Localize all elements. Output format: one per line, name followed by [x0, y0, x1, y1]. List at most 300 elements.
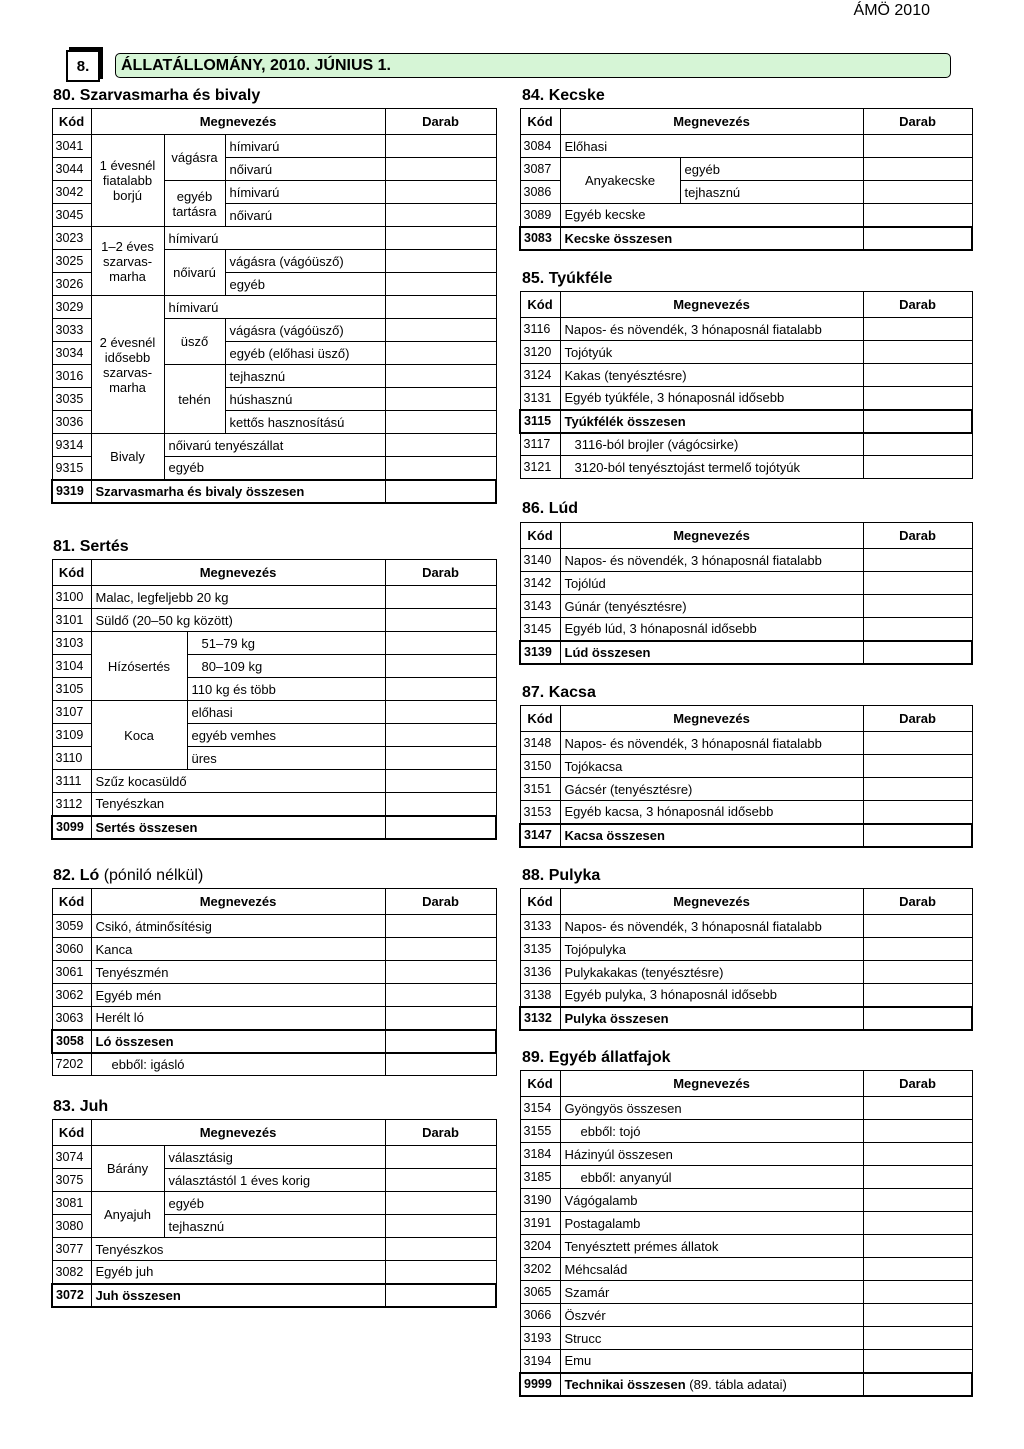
darab-input[interactable] — [385, 701, 496, 724]
table-80-title: 80. Szarvasmarha és bivaly — [53, 87, 261, 104]
row-label: Lúd összesen — [560, 641, 863, 664]
row-code: 3083 — [520, 227, 560, 250]
col-megnevezes: Megnevezés — [91, 889, 385, 915]
col-darab: Darab — [385, 1120, 496, 1146]
table-row — [520, 364, 972, 387]
total-label: Technikai összesen — [564, 1376, 686, 1392]
table-row — [520, 778, 972, 801]
table-row — [520, 1281, 972, 1304]
row-label: tejhasznú — [225, 365, 385, 388]
darab-input[interactable] — [863, 1281, 972, 1304]
col-darab: Darab — [863, 523, 972, 549]
table-row — [520, 1212, 972, 1235]
darab-input[interactable] — [385, 747, 496, 770]
row-code: 3026 — [52, 273, 91, 296]
row-label: ebből: anyanyúl — [560, 1166, 863, 1189]
darab-input[interactable] — [863, 135, 972, 158]
table-row — [520, 915, 972, 938]
row-label: kettős hasznosítású — [225, 411, 385, 434]
row-code: 3124 — [520, 364, 560, 387]
row-label: Tenyészkos — [91, 1238, 385, 1261]
table-row — [520, 938, 972, 961]
row-code: 3099 — [52, 816, 91, 839]
col-darab: Darab — [385, 109, 496, 135]
row-label: Előhasi — [560, 135, 863, 158]
darab-input[interactable] — [863, 755, 972, 778]
row-code: 3041 — [52, 135, 91, 158]
darab-input[interactable] — [863, 549, 972, 572]
row-label: Gúnár (tenyésztésre) — [560, 595, 863, 618]
table-row — [52, 1192, 496, 1215]
darab-input[interactable] — [385, 1261, 496, 1284]
darab-input[interactable] — [863, 984, 972, 1007]
row-code: 3148 — [520, 732, 560, 755]
darab-input[interactable] — [385, 181, 496, 204]
row-label: Egyéb tyúkféle, 3 hónaposnál idősebb — [560, 387, 863, 410]
row-label: nőivarú — [225, 158, 385, 181]
darab-input[interactable] — [385, 342, 496, 365]
row-label: 51–79 kg — [187, 632, 385, 655]
row-label: Szarvasmarha és bivaly összesen — [91, 480, 385, 503]
table-row — [520, 318, 972, 341]
darab-input[interactable] — [385, 1169, 496, 1192]
col-darab: Darab — [863, 1071, 972, 1097]
darab-input[interactable] — [385, 984, 496, 1007]
table-row — [520, 1235, 972, 1258]
group-label: 1 évesnél fiatalabb borjú — [91, 135, 164, 227]
row-code: 3077 — [52, 1238, 91, 1261]
col-kod: Kód — [520, 706, 560, 732]
row-label: Tojólúd — [560, 572, 863, 595]
row-code: 3120 — [520, 341, 560, 364]
row-code: 3135 — [520, 938, 560, 961]
row-code: 3109 — [52, 724, 91, 747]
row-label: Pulyka összesen — [560, 1007, 863, 1030]
row-code: 3142 — [520, 572, 560, 595]
darab-input[interactable] — [385, 365, 496, 388]
row-code: 3184 — [520, 1143, 560, 1166]
total-note: (89. tábla adatai) — [689, 1376, 787, 1392]
row-label: Szamár — [560, 1281, 863, 1304]
darab-input[interactable] — [385, 1030, 496, 1053]
row-label: előhasi — [187, 701, 385, 724]
table-row — [520, 204, 972, 227]
table-row — [520, 572, 972, 595]
darab-input[interactable] — [863, 1097, 972, 1120]
col-darab: Darab — [863, 292, 972, 318]
darab-input[interactable] — [863, 778, 972, 801]
row-code: 9314 — [52, 434, 91, 457]
darab-input[interactable] — [863, 410, 972, 433]
row-code: 9999 — [520, 1373, 560, 1396]
darab-input[interactable] — [863, 1373, 972, 1396]
group-label: tehén — [164, 365, 225, 434]
row-code: 3111 — [52, 770, 91, 793]
total-row — [52, 816, 496, 839]
darab-input[interactable] — [863, 341, 972, 364]
table-row — [520, 1120, 972, 1143]
darab-input[interactable] — [863, 1235, 972, 1258]
group-label: Hízósertés — [91, 632, 187, 701]
row-label: tejhasznú — [164, 1215, 385, 1238]
row-label: Emu — [560, 1350, 863, 1373]
row-label: Vágógalamb — [560, 1189, 863, 1212]
table-86-title: 86. Lúd — [522, 500, 579, 517]
table-row — [52, 609, 496, 632]
table-83-title: 83. Juh — [53, 1098, 109, 1115]
row-label: 3116-ból brojler (vágócsirke) — [560, 433, 863, 456]
darab-input[interactable] — [385, 961, 496, 984]
table-row — [52, 1146, 496, 1169]
row-code: 3075 — [52, 1169, 91, 1192]
table-82-title: 82. Ló (póniló nélkül) — [53, 867, 204, 884]
row-label: Napos- és növendék, 3 hónaposnál fiatalabb — [560, 732, 863, 755]
col-kod: Kód — [52, 1120, 91, 1146]
darab-input[interactable] — [385, 1238, 496, 1261]
table-row — [520, 158, 972, 181]
row-label: nőivarú tenyészállat — [164, 434, 385, 457]
row-code: 3194 — [520, 1350, 560, 1373]
darab-input[interactable] — [385, 1215, 496, 1238]
total-row — [520, 641, 972, 664]
darab-input[interactable] — [863, 824, 972, 847]
row-code: 3023 — [52, 227, 91, 250]
darab-input[interactable] — [385, 480, 496, 503]
darab-input[interactable] — [385, 1192, 496, 1215]
row-label: Egyéb juh — [91, 1261, 385, 1284]
row-label: hímivarú — [164, 296, 385, 319]
table-row — [520, 1258, 972, 1281]
section-number: 8. — [66, 50, 100, 82]
table-row — [520, 984, 972, 1007]
table-row — [52, 1053, 496, 1076]
darab-input[interactable] — [385, 586, 496, 609]
darab-input[interactable] — [863, 1304, 972, 1327]
row-label: Egyéb lúd, 3 hónaposnál idősebb — [560, 618, 863, 641]
row-code: 3191 — [520, 1212, 560, 1235]
darab-input[interactable] — [385, 1053, 496, 1076]
row-label: vágásra (vágóüsző) — [225, 250, 385, 273]
table-83 — [51, 1119, 497, 1308]
row-code: 3025 — [52, 250, 91, 273]
row-label: Postagalamb — [560, 1212, 863, 1235]
row-label: Egyéb mén — [91, 984, 385, 1007]
row-code: 3138 — [520, 984, 560, 1007]
table-row — [52, 938, 496, 961]
darab-input[interactable] — [385, 655, 496, 678]
row-code: 3072 — [52, 1284, 91, 1307]
row-code: 3116 — [520, 318, 560, 341]
row-label: választásig — [164, 1146, 385, 1169]
darab-input[interactable] — [863, 204, 972, 227]
table-row — [52, 770, 496, 793]
row-code: 3101 — [52, 609, 91, 632]
table-87 — [519, 705, 973, 848]
row-code: 3036 — [52, 411, 91, 434]
total-row — [520, 410, 972, 433]
darab-input[interactable] — [863, 915, 972, 938]
table-85-title: 85. Tyúkféle — [522, 270, 613, 287]
row-label: üres — [187, 747, 385, 770]
col-megnevezes: Megnevezés — [560, 706, 863, 732]
row-label: Tojópulyka — [560, 938, 863, 961]
row-label: Egyéb kecske — [560, 204, 863, 227]
row-label: Kanca — [91, 938, 385, 961]
table-89 — [519, 1070, 973, 1397]
row-code: 3035 — [52, 388, 91, 411]
table-row — [52, 586, 496, 609]
row-code: 3136 — [520, 961, 560, 984]
table-row — [520, 1143, 972, 1166]
darab-input[interactable] — [863, 364, 972, 387]
table-87-title: 87. Kacsa — [522, 684, 596, 701]
row-code: 3154 — [520, 1097, 560, 1120]
col-darab: Darab — [385, 560, 496, 586]
col-megnevezes: Megnevezés — [91, 560, 385, 586]
darab-input[interactable] — [863, 227, 972, 250]
table-row — [520, 135, 972, 158]
table-row — [52, 793, 496, 816]
darab-input[interactable] — [863, 961, 972, 984]
col-kod: Kód — [52, 560, 91, 586]
row-code: 3133 — [520, 915, 560, 938]
row-label: hímivarú — [225, 181, 385, 204]
row-label: Tenyészmén — [91, 961, 385, 984]
table-row — [52, 915, 496, 938]
darab-input[interactable] — [863, 1007, 972, 1030]
row-code: 3121 — [520, 456, 560, 479]
total-row — [52, 480, 496, 503]
col-darab: Darab — [863, 889, 972, 915]
darab-input[interactable] — [385, 816, 496, 839]
table-row — [520, 1097, 972, 1120]
group-label: Bárány — [91, 1146, 164, 1192]
row-code: 3110 — [52, 747, 91, 770]
darab-input[interactable] — [863, 181, 972, 204]
col-darab: Darab — [863, 706, 972, 732]
table-row — [520, 549, 972, 572]
row-code: 3058 — [52, 1030, 91, 1053]
darab-input[interactable] — [385, 724, 496, 747]
darab-input[interactable] — [863, 1166, 972, 1189]
darab-input[interactable] — [385, 1284, 496, 1307]
row-code: 3042 — [52, 181, 91, 204]
row-label: Tojókacsa — [560, 755, 863, 778]
darab-input[interactable] — [385, 158, 496, 181]
table-row — [52, 1261, 496, 1284]
table-row — [520, 1350, 972, 1373]
row-label: Pulykakakas (tenyésztésre) — [560, 961, 863, 984]
row-label: választástól 1 éves korig — [164, 1169, 385, 1192]
darab-input[interactable] — [385, 938, 496, 961]
table-row — [520, 732, 972, 755]
row-code: 3107 — [52, 701, 91, 724]
row-code: 3155 — [520, 1120, 560, 1143]
table-row — [520, 1189, 972, 1212]
total-row — [520, 824, 972, 847]
row-code: 3143 — [520, 595, 560, 618]
row-code: 3139 — [520, 641, 560, 664]
row-code: 3115 — [520, 410, 560, 433]
row-code: 3112 — [52, 793, 91, 816]
row-code: 3147 — [520, 824, 560, 847]
darab-input[interactable] — [385, 915, 496, 938]
darab-input[interactable] — [385, 1146, 496, 1169]
row-label: egyéb — [164, 457, 385, 480]
darab-input[interactable] — [385, 296, 496, 319]
form-code: ÁMÖ 2010 — [853, 2, 930, 19]
darab-input[interactable] — [863, 572, 972, 595]
group-label: nőivarú — [164, 250, 225, 296]
darab-input[interactable] — [863, 1327, 972, 1350]
row-label: Méhcsalád — [560, 1258, 863, 1281]
darab-input[interactable] — [863, 801, 972, 824]
table-row — [52, 1238, 496, 1261]
row-code: 3193 — [520, 1327, 560, 1350]
col-darab: Darab — [385, 889, 496, 915]
table-row — [520, 1166, 972, 1189]
row-label: egyéb — [164, 1192, 385, 1215]
table-81-title: 81. Sertés — [53, 538, 129, 555]
darab-input[interactable] — [385, 793, 496, 816]
table-86 — [519, 522, 973, 665]
darab-input[interactable] — [385, 204, 496, 227]
row-code: 3150 — [520, 755, 560, 778]
row-code: 3100 — [52, 586, 91, 609]
row-code: 3060 — [52, 938, 91, 961]
table-row — [52, 227, 496, 250]
darab-input[interactable] — [863, 595, 972, 618]
row-label: Malac, legfeljebb 20 kg — [91, 586, 385, 609]
darab-input[interactable] — [863, 938, 972, 961]
row-code: 3059 — [52, 915, 91, 938]
row-code: 3065 — [520, 1281, 560, 1304]
row-label: Tyúkfélék összesen — [560, 410, 863, 433]
row-code: 3153 — [520, 801, 560, 824]
darab-input[interactable] — [863, 1212, 972, 1235]
darab-input[interactable] — [385, 411, 496, 434]
darab-input[interactable] — [385, 250, 496, 273]
row-label: Szűz kocasüldő — [91, 770, 385, 793]
darab-input[interactable] — [385, 609, 496, 632]
darab-input[interactable] — [863, 433, 972, 456]
darab-input[interactable] — [385, 457, 496, 480]
table-row — [52, 632, 496, 655]
darab-input[interactable] — [863, 387, 972, 410]
row-code: 3033 — [52, 319, 91, 342]
table-84 — [519, 108, 973, 251]
table-89-title: 89. Egyéb állatfajok — [522, 1049, 671, 1066]
darab-input[interactable] — [385, 273, 496, 296]
row-code: 3044 — [52, 158, 91, 181]
darab-input[interactable] — [385, 1007, 496, 1030]
row-label: hímivarú — [225, 135, 385, 158]
row-code: 9319 — [52, 480, 91, 503]
darab-input[interactable] — [385, 227, 496, 250]
row-code: 3016 — [52, 365, 91, 388]
darab-input[interactable] — [863, 1120, 972, 1143]
row-code: 3202 — [520, 1258, 560, 1281]
darab-input[interactable] — [863, 641, 972, 664]
col-megnevezes: Megnevezés — [560, 1071, 863, 1097]
col-megnevezes: Megnevezés — [560, 523, 863, 549]
row-label: Herélt ló — [91, 1007, 385, 1030]
darab-input[interactable] — [385, 319, 496, 342]
row-label: húshasznú — [225, 388, 385, 411]
table-84-title: 84. Kecske — [522, 87, 605, 104]
col-megnevezes: Megnevezés — [560, 889, 863, 915]
row-code: 3063 — [52, 1007, 91, 1030]
row-code: 3132 — [520, 1007, 560, 1030]
darab-input[interactable] — [863, 1258, 972, 1281]
row-label: Strucc — [560, 1327, 863, 1350]
table-row — [52, 961, 496, 984]
darab-input[interactable] — [385, 770, 496, 793]
row-code: 3074 — [52, 1146, 91, 1169]
darab-input[interactable] — [863, 318, 972, 341]
darab-input[interactable] — [385, 135, 496, 158]
row-label: egyéb vemhes — [187, 724, 385, 747]
row-label — [560, 1373, 863, 1396]
row-code: 3080 — [52, 1215, 91, 1238]
darab-input[interactable] — [385, 632, 496, 655]
table-row — [52, 1007, 496, 1030]
table-88 — [519, 888, 973, 1031]
row-label: hímivarú — [164, 227, 385, 250]
darab-input[interactable] — [863, 1350, 972, 1373]
table-row — [520, 387, 972, 410]
row-label: nőivarú — [225, 204, 385, 227]
row-code: 3103 — [52, 632, 91, 655]
row-code: 3081 — [52, 1192, 91, 1215]
group-label: 1–2 éves szarvas-marha — [91, 227, 164, 296]
darab-input[interactable] — [863, 158, 972, 181]
darab-input[interactable] — [385, 434, 496, 457]
row-code: 3029 — [52, 296, 91, 319]
darab-input[interactable] — [863, 618, 972, 641]
table-row — [52, 984, 496, 1007]
row-code: 9315 — [52, 457, 91, 480]
row-label: Tojótyúk — [560, 341, 863, 364]
row-label: egyéb — [680, 158, 863, 181]
col-kod: Kód — [520, 109, 560, 135]
row-code: 3145 — [520, 618, 560, 641]
row-label: Egyéb pulyka, 3 hónaposnál idősebb — [560, 984, 863, 1007]
col-kod: Kód — [520, 889, 560, 915]
darab-input[interactable] — [385, 388, 496, 411]
row-code: 7202 — [52, 1053, 91, 1076]
table-80 — [51, 108, 497, 504]
row-label: Kecske összesen — [560, 227, 863, 250]
row-label: 80–109 kg — [187, 655, 385, 678]
darab-input[interactable] — [863, 1143, 972, 1166]
darab-input[interactable] — [863, 732, 972, 755]
group-label: 2 évesnél idősebb szarvas-marha — [91, 296, 164, 434]
row-label: ebből: tojó — [560, 1120, 863, 1143]
group-label: Koca — [91, 701, 187, 770]
row-code: 3061 — [52, 961, 91, 984]
row-label: Napos- és növendék, 3 hónaposnál fiatalabb — [560, 915, 863, 938]
row-code: 3104 — [52, 655, 91, 678]
row-code: 3045 — [52, 204, 91, 227]
darab-input[interactable] — [863, 1189, 972, 1212]
table-81 — [51, 559, 497, 840]
darab-input[interactable] — [385, 678, 496, 701]
darab-input[interactable] — [863, 456, 972, 479]
row-code: 3190 — [520, 1189, 560, 1212]
col-megnevezes: Megnevezés — [91, 1120, 385, 1146]
group-label: üsző — [164, 319, 225, 365]
